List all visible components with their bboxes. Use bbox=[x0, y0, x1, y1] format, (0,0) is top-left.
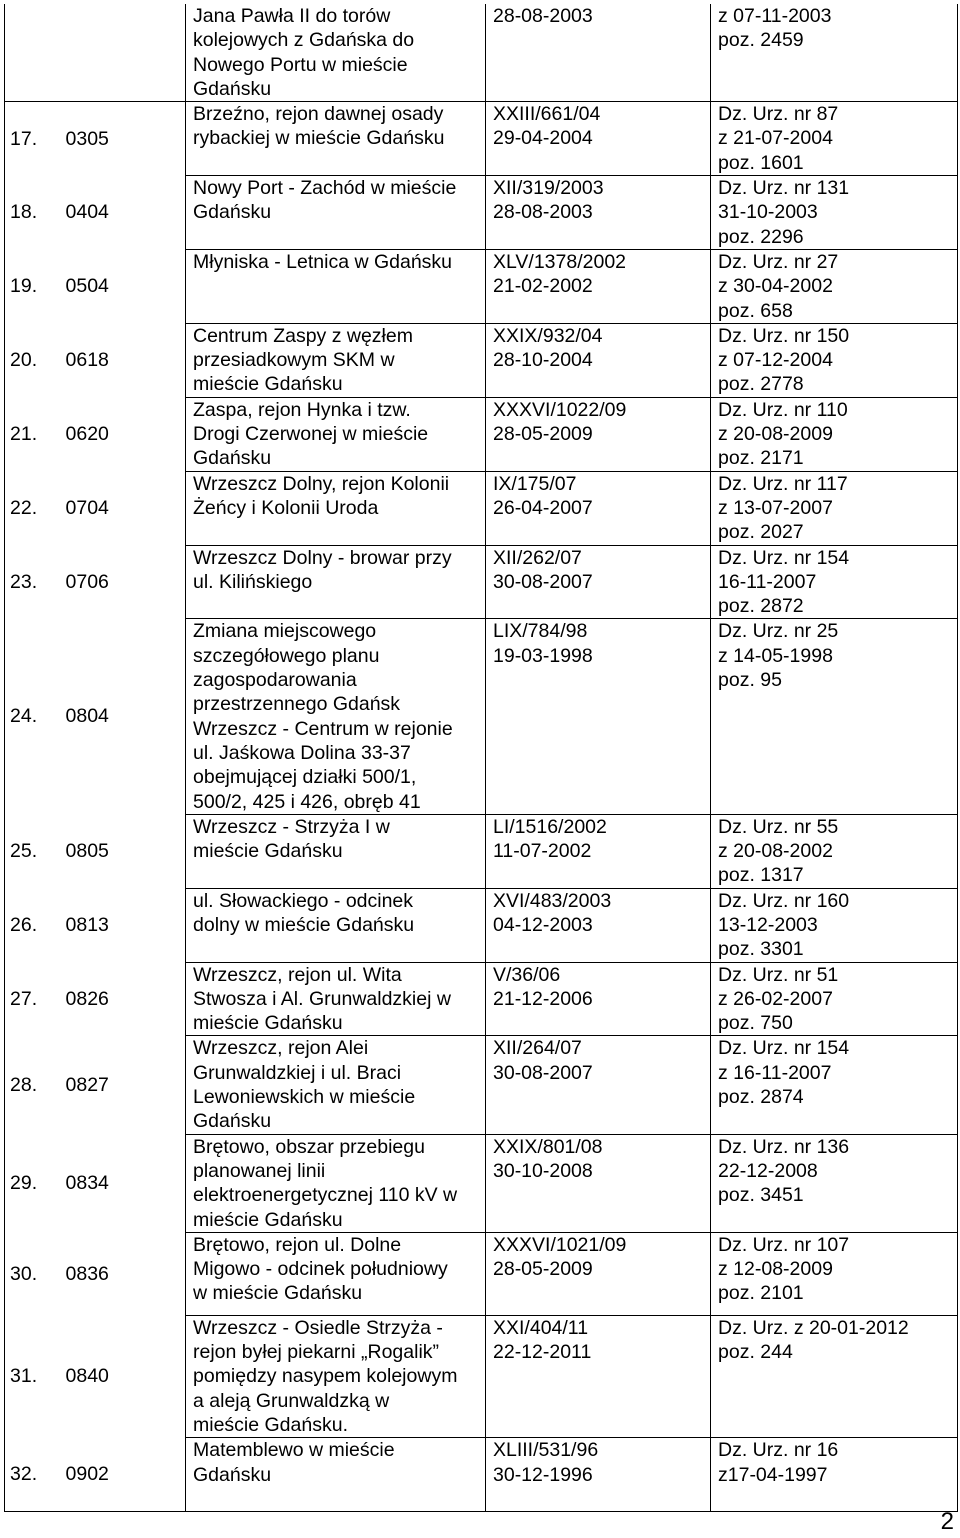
row-resolution-cell bbox=[486, 1315, 711, 1437]
text-line: mieście Gdańsku bbox=[193, 1012, 343, 1035]
row-name-cell bbox=[186, 249, 486, 323]
text-line: 29-04-2004 bbox=[493, 127, 593, 150]
row-code-cell: 0805 bbox=[62, 814, 186, 888]
text-line: 28-08-2003 bbox=[493, 201, 593, 224]
text-line: Dz. Urz. nr 55 bbox=[718, 815, 839, 838]
continuation-row bbox=[5, 4, 958, 102]
row-name-cell bbox=[186, 619, 486, 814]
text-line: Brętowo, rejon ul. Dolne bbox=[193, 1233, 402, 1256]
row-code-cell: 0404 bbox=[62, 176, 186, 250]
text-line: Dz. Urz. nr 25 bbox=[718, 620, 839, 643]
text-line: Zaspa, rejon Hynka i tzw. bbox=[193, 398, 411, 421]
text-line: poz. 2778 bbox=[718, 373, 804, 396]
row-resolution-cell bbox=[486, 1232, 711, 1315]
row-code-cell: 0804 bbox=[62, 619, 186, 814]
text-line: Dz. Urz. nr 136 bbox=[718, 1135, 850, 1158]
row-number-cell: 27. bbox=[5, 962, 62, 1036]
row-journal-cell bbox=[711, 962, 958, 1036]
table-row bbox=[5, 471, 958, 545]
text-line: Centrum Zaspy z węzłem bbox=[193, 324, 413, 347]
text-line: Gdańsku bbox=[193, 77, 272, 100]
row-journal-cell bbox=[711, 1232, 958, 1315]
text-line: poz. 2872 bbox=[718, 595, 804, 618]
row-name-cell bbox=[186, 1315, 486, 1437]
row-resolution-cell bbox=[486, 102, 711, 176]
row-journal-cell bbox=[711, 545, 958, 619]
row-name-cell bbox=[186, 962, 486, 1036]
text-line: z 07-11-2003 bbox=[718, 5, 832, 27]
continuation-resolution-cell bbox=[486, 4, 711, 102]
row-name-cell bbox=[186, 397, 486, 471]
row-journal-cell bbox=[711, 814, 958, 888]
text-line: mieście Gdańsku bbox=[193, 840, 343, 863]
row-resolution-cell bbox=[486, 249, 711, 323]
text-line: ul. Kilińskiego bbox=[193, 570, 313, 593]
row-resolution-cell bbox=[486, 1438, 711, 1512]
text-line: Dz. Urz. nr 107 bbox=[718, 1233, 850, 1256]
text-line: XLV/1378/2002 bbox=[493, 250, 627, 273]
text-line: XXIX/932/04 bbox=[493, 324, 603, 347]
table-row bbox=[5, 888, 958, 962]
text-line: 30-10-2008 bbox=[493, 1159, 593, 1182]
row-code-cell: 0836 bbox=[62, 1232, 186, 1315]
text-line: Dz. Urz. z 20-01-2012 bbox=[718, 1316, 909, 1339]
row-resolution-cell bbox=[486, 619, 711, 814]
row-journal-cell bbox=[711, 176, 958, 250]
text-line: XII/262/07 bbox=[493, 546, 582, 569]
text-line: poz. 2101 bbox=[718, 1282, 804, 1305]
text-line: mieście Gdańsku bbox=[193, 1208, 343, 1231]
text-line: 30-08-2007 bbox=[493, 1061, 593, 1084]
row-code-cell: 0704 bbox=[62, 471, 186, 545]
text-line: 28-08-2003 bbox=[493, 5, 593, 27]
table-row bbox=[5, 102, 958, 176]
text-line: XXIII/661/04 bbox=[493, 103, 601, 126]
text-line: 28-05-2009 bbox=[493, 423, 593, 446]
row-name-cell bbox=[186, 1232, 486, 1315]
text-line: Dz. Urz. nr 117 bbox=[718, 472, 848, 495]
text-line: przestrzennego Gdańsk bbox=[193, 693, 401, 716]
text-line: Dz. Urz. nr 110 bbox=[718, 398, 848, 421]
text-line: a aleją Grunwaldzką w bbox=[193, 1389, 390, 1412]
text-line: Dz. Urz. nr 160 bbox=[718, 889, 850, 912]
text-line: szczegółowego planu bbox=[193, 644, 380, 667]
row-number-cell: 23. bbox=[5, 545, 62, 619]
row-number-cell: 24. bbox=[5, 619, 62, 814]
row-code-cell: 0834 bbox=[62, 1134, 186, 1232]
table-row bbox=[5, 176, 958, 250]
text-line: 11-07-2002 bbox=[493, 840, 592, 863]
text-line: Stwosza i Al. Grunwaldzkiej w bbox=[193, 987, 451, 1010]
text-line: 30-08-2007 bbox=[493, 570, 593, 593]
row-number-cell: 28. bbox=[5, 1036, 62, 1134]
row-journal-cell bbox=[711, 1315, 958, 1437]
row-resolution-cell bbox=[486, 1036, 711, 1134]
text-line: Grunwaldzkiej i ul. Braci bbox=[193, 1061, 402, 1084]
text-line: Matemblewo w mieście bbox=[193, 1439, 395, 1462]
text-line: Dz. Urz. nr 131 bbox=[718, 177, 850, 200]
text-line: Wrzeszcz, rejon ul. Wita bbox=[193, 963, 402, 986]
text-line: Żeńcy i Kolonii Uroda bbox=[193, 496, 379, 519]
row-resolution-cell bbox=[486, 176, 711, 250]
continuation-empty-cell bbox=[5, 4, 186, 102]
text-line: poz. 2874 bbox=[718, 1086, 804, 1109]
text-line: poz. 750 bbox=[718, 1012, 793, 1035]
row-number-cell: 20. bbox=[5, 323, 62, 397]
row-code-cell: 0827 bbox=[62, 1036, 186, 1134]
row-journal-cell bbox=[711, 888, 958, 962]
text-line: poz. 1317 bbox=[718, 864, 804, 887]
text-line: Wrzeszcz Dolny - browar przy bbox=[193, 546, 452, 569]
text-line: ul. Jaśkowa Dolina 33-37 bbox=[193, 741, 411, 764]
row-journal-cell bbox=[711, 1036, 958, 1134]
table-row bbox=[5, 1438, 958, 1512]
text-line: Zmiana miejscowego bbox=[193, 620, 377, 643]
text-line: z 20-08-2009 bbox=[718, 423, 833, 446]
row-journal-cell bbox=[711, 323, 958, 397]
text-line: 22-12-2008 bbox=[718, 1159, 818, 1182]
plans-table bbox=[4, 4, 958, 1512]
table-row bbox=[5, 814, 958, 888]
text-line: mieście Gdańsku bbox=[193, 373, 343, 396]
table-row bbox=[5, 1232, 958, 1315]
row-journal-cell bbox=[711, 619, 958, 814]
text-line: kolejowych z Gdańska do bbox=[193, 29, 415, 52]
text-line: Wrzeszcz - Strzyża I w bbox=[193, 815, 390, 838]
text-line: Dz. Urz. nr 154 bbox=[718, 1037, 850, 1060]
row-code-cell: 0706 bbox=[62, 545, 186, 619]
text-line: 19-03-1998 bbox=[493, 644, 593, 667]
row-code-cell: 0826 bbox=[62, 962, 186, 1036]
table-row bbox=[5, 249, 958, 323]
text-line: z 07-12-2004 bbox=[718, 349, 833, 372]
table-row bbox=[5, 1134, 958, 1232]
text-line: pomiędzy nasypem kolejowym bbox=[193, 1365, 458, 1388]
text-line: poz. 2027 bbox=[718, 521, 804, 544]
text-line: Gdańsku bbox=[193, 201, 272, 224]
text-line: Lewoniewskich w mieście bbox=[193, 1086, 416, 1109]
text-line: Brzeźno, rejon dawnej osady bbox=[193, 103, 444, 126]
text-line: 28-10-2004 bbox=[493, 349, 593, 372]
row-resolution-cell bbox=[486, 888, 711, 962]
text-line: z 20-08-2002 bbox=[718, 840, 833, 863]
text-line: poz. 2296 bbox=[718, 225, 804, 248]
row-code-cell: 0618 bbox=[62, 323, 186, 397]
row-journal-cell bbox=[711, 1438, 958, 1512]
text-line: poz. 2171 bbox=[718, 447, 804, 470]
row-name-cell bbox=[186, 1134, 486, 1232]
row-number-cell: 29. bbox=[5, 1134, 62, 1232]
text-line: z 21-07-2004 bbox=[718, 127, 833, 150]
row-name-cell bbox=[186, 545, 486, 619]
text-line: 16-11-2007 bbox=[718, 570, 817, 593]
text-line: 21-02-2002 bbox=[493, 275, 593, 298]
text-line: Gdańsku bbox=[193, 1463, 272, 1486]
text-line: LI/1516/2002 bbox=[493, 815, 607, 838]
text-line: 28-05-2009 bbox=[493, 1258, 593, 1281]
text-line: Dz. Urz. nr 51 bbox=[718, 963, 839, 986]
row-resolution-cell bbox=[486, 962, 711, 1036]
table-row bbox=[5, 619, 958, 814]
text-line: z17-04-1997 bbox=[718, 1463, 828, 1486]
row-code-cell: 0813 bbox=[62, 888, 186, 962]
row-number-cell: 31. bbox=[5, 1315, 62, 1437]
text-line: Młyniska - Letnica w Gdańsku bbox=[193, 250, 453, 273]
row-number-cell: 30. bbox=[5, 1232, 62, 1315]
text-line: zagospodarowania bbox=[193, 669, 357, 692]
text-line: Dz. Urz. nr 87 bbox=[718, 103, 839, 126]
row-resolution-cell bbox=[486, 545, 711, 619]
text-line: 22-12-2011 bbox=[493, 1341, 592, 1364]
row-number-cell: 26. bbox=[5, 888, 62, 962]
row-resolution-cell bbox=[486, 471, 711, 545]
page-number: 2 bbox=[940, 1508, 954, 1535]
text-line: poz. 244 bbox=[718, 1341, 793, 1364]
text-line: poz. 2459 bbox=[718, 29, 804, 52]
text-line: XXIX/801/08 bbox=[493, 1135, 603, 1158]
table-row bbox=[5, 962, 958, 1036]
row-name-cell bbox=[186, 102, 486, 176]
table-row bbox=[5, 545, 958, 619]
row-resolution-cell bbox=[486, 323, 711, 397]
row-number-cell: 25. bbox=[5, 814, 62, 888]
text-line: Wrzeszcz - Osiedle Strzyża - bbox=[193, 1316, 443, 1339]
row-journal-cell bbox=[711, 102, 958, 176]
table-row bbox=[5, 323, 958, 397]
text-line: XVI/483/2003 bbox=[493, 889, 612, 912]
text-line: ul. Słowackiego - odcinek bbox=[193, 889, 414, 912]
row-resolution-cell bbox=[486, 397, 711, 471]
text-line: dolny w mieście Gdańsku bbox=[193, 913, 415, 936]
text-line: w mieście Gdańsku bbox=[193, 1282, 363, 1305]
text-line: elektroenergetycznej 110 kV w bbox=[193, 1184, 458, 1207]
text-line: Dz. Urz. nr 16 bbox=[718, 1439, 839, 1462]
text-line: mieście Gdańsku. bbox=[193, 1414, 348, 1437]
text-line: XII/264/07 bbox=[493, 1037, 582, 1060]
text-line: obejmującej działki 500/1, bbox=[193, 766, 417, 789]
row-code-cell: 0305 bbox=[62, 102, 186, 176]
table-row bbox=[5, 397, 958, 471]
row-journal-cell bbox=[711, 397, 958, 471]
row-code-cell: 0504 bbox=[62, 249, 186, 323]
text-line: z 30-04-2002 bbox=[718, 275, 833, 298]
text-line: Dz. Urz. nr 27 bbox=[718, 250, 839, 273]
row-number-cell: 18. bbox=[5, 176, 62, 250]
text-line: 13-12-2003 bbox=[718, 913, 818, 936]
text-line: XXXVI/1022/09 bbox=[493, 398, 627, 421]
continuation-journal-cell bbox=[711, 4, 958, 102]
text-line: poz. 3451 bbox=[718, 1184, 804, 1207]
text-line: Wrzeszcz, rejon Alei bbox=[193, 1037, 369, 1060]
continuation-name-cell bbox=[186, 4, 486, 102]
text-line: 500/2, 425 i 426, obręb 41 bbox=[193, 790, 421, 813]
row-resolution-cell bbox=[486, 814, 711, 888]
text-line: Dz. Urz. nr 150 bbox=[718, 324, 850, 347]
row-number-cell: 32. bbox=[5, 1438, 62, 1512]
text-line: XXI/404/11 bbox=[493, 1316, 589, 1339]
row-number-cell: 22. bbox=[5, 471, 62, 545]
text-line: Wrzeszcz Dolny, rejon Kolonii bbox=[193, 472, 450, 495]
text-line: poz. 658 bbox=[718, 299, 793, 322]
row-number-cell: 21. bbox=[5, 397, 62, 471]
text-line: Gdańsku bbox=[193, 447, 272, 470]
row-resolution-cell bbox=[486, 1134, 711, 1232]
text-line: z 26-02-2007 bbox=[718, 987, 833, 1010]
text-line: Brętowo, obszar przebiegu bbox=[193, 1135, 425, 1158]
row-code-cell: 0840 bbox=[62, 1315, 186, 1437]
table-row bbox=[5, 1036, 958, 1134]
text-line: 21-12-2006 bbox=[493, 987, 593, 1010]
table-row bbox=[5, 1315, 958, 1437]
text-line: poz. 95 bbox=[718, 669, 782, 692]
row-journal-cell bbox=[711, 1134, 958, 1232]
text-line: Gdańsku bbox=[193, 1110, 272, 1133]
row-name-cell bbox=[186, 1438, 486, 1512]
row-name-cell bbox=[186, 471, 486, 545]
row-number-cell: 17. bbox=[5, 102, 62, 176]
row-name-cell bbox=[186, 814, 486, 888]
text-line: z 16-11-2007 bbox=[718, 1061, 832, 1084]
text-line: Jana Pawła II do torów bbox=[193, 5, 391, 27]
text-line: z 13-07-2007 bbox=[718, 496, 833, 519]
text-line: 26-04-2007 bbox=[493, 496, 593, 519]
text-line: rejon byłej piekarni „Rogalik” bbox=[193, 1341, 440, 1364]
row-number-cell: 19. bbox=[5, 249, 62, 323]
text-line: 31-10-2003 bbox=[718, 201, 818, 224]
text-line: Migowo - odcinek południowy bbox=[193, 1258, 448, 1281]
row-code-cell: 0902 bbox=[62, 1438, 186, 1512]
text-line: przesiadkowym SKM w bbox=[193, 349, 395, 372]
text-line: poz. 3301 bbox=[718, 938, 804, 961]
text-line: XXXVI/1021/09 bbox=[493, 1233, 627, 1256]
row-code-cell: 0620 bbox=[62, 397, 186, 471]
text-line: poz. 1601 bbox=[718, 151, 804, 174]
row-name-cell bbox=[186, 888, 486, 962]
text-line: z 14-05-1998 bbox=[718, 644, 833, 667]
text-line: 30-12-1996 bbox=[493, 1463, 593, 1486]
row-name-cell bbox=[186, 323, 486, 397]
row-name-cell bbox=[186, 176, 486, 250]
row-name-cell bbox=[186, 1036, 486, 1134]
text-line: z 12-08-2009 bbox=[718, 1258, 833, 1281]
text-line: XLIII/531/96 bbox=[493, 1439, 599, 1462]
text-line: 04-12-2003 bbox=[493, 913, 593, 936]
text-line: IX/175/07 bbox=[493, 472, 577, 495]
text-line: XII/319/2003 bbox=[493, 177, 604, 200]
text-line: Drogi Czerwonej w mieście bbox=[193, 423, 429, 446]
row-journal-cell bbox=[711, 471, 958, 545]
text-line: Nowy Port - Zachód w mieście bbox=[193, 177, 457, 200]
text-line: Nowego Portu w mieście bbox=[193, 53, 408, 76]
text-line: rybackiej w mieście Gdańsku bbox=[193, 127, 445, 150]
text-line: Wrzeszcz - Centrum w rejonie bbox=[193, 717, 453, 740]
text-line: V/36/06 bbox=[493, 963, 561, 986]
text-line: planowanej linii bbox=[193, 1159, 326, 1182]
row-journal-cell bbox=[711, 249, 958, 323]
text-line: Dz. Urz. nr 154 bbox=[718, 546, 850, 569]
text-line: LIX/784/98 bbox=[493, 620, 588, 643]
